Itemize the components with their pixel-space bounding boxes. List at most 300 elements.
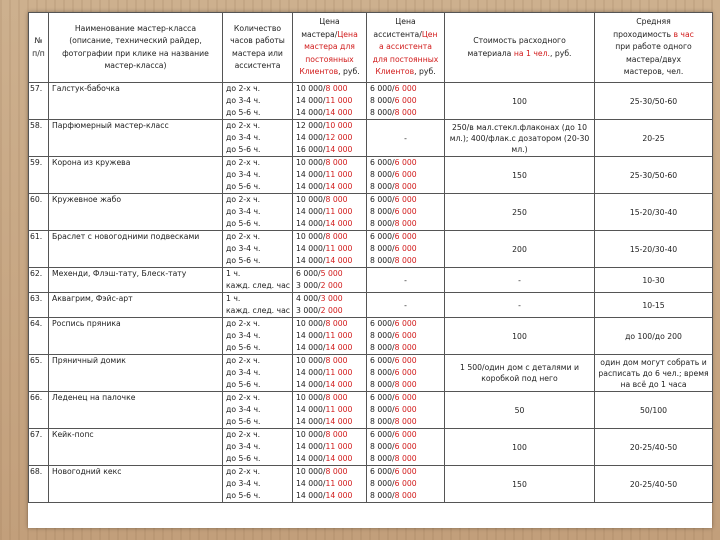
hours-line: до 5-6 ч. xyxy=(226,491,261,500)
price-master-regular-client: 14 000 xyxy=(325,343,353,352)
price-master-cell xyxy=(293,120,367,157)
price-assistant-line xyxy=(370,379,441,391)
price-master-line xyxy=(296,231,363,243)
price-master-line xyxy=(296,416,363,428)
price-master-regular: 14 000/ xyxy=(296,219,326,228)
throughput-cell: 20-25/40-50 xyxy=(595,466,713,503)
price-master-regular-client: 8 000 xyxy=(325,467,348,476)
price-assistant-line xyxy=(370,416,441,428)
row-number: 68. xyxy=(29,466,49,503)
throughput-cell: 10-30 xyxy=(595,268,713,293)
material-cost-cell: 250 xyxy=(445,194,595,231)
price-assistant-regular: 6 000/ xyxy=(370,430,395,439)
price-master-regular-client: 8 000 xyxy=(325,232,348,241)
hours-cell xyxy=(223,466,293,503)
header-name: Наименование мастер-класса (описание, технический райдер, фотографии при клике на название мастер-класса) xyxy=(49,13,223,83)
material-cost-cell: 200 xyxy=(445,231,595,268)
price-assistant-cell: - xyxy=(367,293,445,318)
price-master-regular-client: 14 000 xyxy=(325,108,353,117)
price-master-line xyxy=(296,268,363,280)
price-master-regular-client: 3 000 xyxy=(320,294,343,303)
hours-line: 1 ч. xyxy=(226,269,241,278)
price-master-line xyxy=(296,404,363,416)
hours-line: до 3-4 ч. xyxy=(226,96,261,105)
hours-line: 1 ч. xyxy=(226,294,241,303)
table-row xyxy=(29,120,713,157)
price-assistant-regular-client: 6 000 xyxy=(394,331,417,340)
header-price-assistant: Цена ассистента/Цен а ассистента для постоянных Клиентов, руб. xyxy=(367,13,445,83)
hours-line: до 3-4 ч. xyxy=(226,133,261,142)
hours-line: до 3-4 ч. xyxy=(226,331,261,340)
price-master-regular-client: 5 000 xyxy=(320,269,343,278)
header-material: Стоимость расходного материала на 1 чел., руб. xyxy=(445,13,595,83)
price-assistant-regular-client: 6 000 xyxy=(394,244,417,253)
price-master-regular: 10 000/ xyxy=(296,319,326,328)
price-master-regular-client: 11 000 xyxy=(325,479,353,488)
price-assistant-regular-client: 6 000 xyxy=(394,207,417,216)
price-master-line xyxy=(296,243,363,255)
price-assistant-cell: - xyxy=(367,120,445,157)
price-master-line xyxy=(296,95,363,107)
hours-line: кажд. след. час xyxy=(226,281,291,290)
price-master-regular: 14 000/ xyxy=(296,442,326,451)
material-cost-cell: 250/в мал.стекл.флаконах (до 10 мл.); 400/флак.с дозатором (20-30 мл.) xyxy=(445,120,595,157)
price-master-regular: 10 000/ xyxy=(296,467,326,476)
row-number: 63. xyxy=(29,293,49,318)
throughput-cell: 50/100 xyxy=(595,392,713,429)
price-master-cell xyxy=(293,355,367,392)
hours-line: до 3-4 ч. xyxy=(226,405,261,414)
hours-line: до 5-6 ч. xyxy=(226,182,261,191)
throughput-cell: 15-20/30-40 xyxy=(595,231,713,268)
price-assistant-cell xyxy=(367,157,445,194)
price-master-regular: 14 000/ xyxy=(296,133,326,142)
price-assistant-line xyxy=(370,490,441,502)
hours-line: до 2-х ч. xyxy=(226,356,261,365)
price-master-regular-client: 11 000 xyxy=(325,170,353,179)
hours-line: до 2-х ч. xyxy=(226,467,261,476)
price-master-cell xyxy=(293,466,367,503)
price-master-regular: 14 000/ xyxy=(296,256,326,265)
price-master-regular: 12 000/ xyxy=(296,121,326,130)
hours-line: до 3-4 ч. xyxy=(226,170,261,179)
throughput-cell: 15-20/30-40 xyxy=(595,194,713,231)
hours-line: до 3-4 ч. xyxy=(226,244,261,253)
price-assistant-regular: 6 000/ xyxy=(370,195,395,204)
price-assistant-regular-client: 6 000 xyxy=(394,84,417,93)
price-assistant-line xyxy=(370,231,441,243)
material-cost-cell: 150 xyxy=(445,157,595,194)
price-assistant-regular-client: 6 000 xyxy=(394,170,417,179)
price-master-regular: 14 000/ xyxy=(296,207,326,216)
price-master-line xyxy=(296,342,363,354)
price-assistant-line xyxy=(370,157,441,169)
price-master-cell xyxy=(293,318,367,355)
price-assistant-line xyxy=(370,330,441,342)
price-master-cell xyxy=(293,268,367,293)
price-assistant-regular-client: 8 000 xyxy=(394,219,417,228)
price-master-line xyxy=(296,132,363,144)
price-assistant-regular: 6 000/ xyxy=(370,319,395,328)
masterclass-name-link[interactable]: Кружевное жабо xyxy=(49,194,223,231)
price-master-cell xyxy=(293,231,367,268)
price-assistant-line xyxy=(370,206,441,218)
price-master-regular-client: 8 000 xyxy=(325,319,348,328)
table-body xyxy=(29,83,713,503)
price-master-regular: 14 000/ xyxy=(296,380,326,389)
material-cost-cell: - xyxy=(445,268,595,293)
price-master-regular: 14 000/ xyxy=(296,405,326,414)
price-assistant-regular: 6 000/ xyxy=(370,84,395,93)
price-master-line xyxy=(296,293,363,305)
price-assistant-regular-client: 6 000 xyxy=(394,442,417,451)
price-master-line xyxy=(296,379,363,391)
hours-cell xyxy=(223,355,293,392)
price-assistant-regular-client: 6 000 xyxy=(394,319,417,328)
throughput-cell: 25-30/50-60 xyxy=(595,83,713,120)
masterclass-name-link[interactable]: Браслет с новогодними подвесками xyxy=(49,231,223,268)
price-master-regular-client: 11 000 xyxy=(325,244,353,253)
price-master-regular: 3 000/ xyxy=(296,306,321,315)
material-cost-cell: 100 xyxy=(445,83,595,120)
price-master-line xyxy=(296,144,363,156)
price-assistant-line xyxy=(370,218,441,230)
price-master-line xyxy=(296,367,363,379)
hours-cell xyxy=(223,318,293,355)
throughput-cell: один дом могут собрать и расписать до 6 чел.; время на всё до 1 часа xyxy=(595,355,713,392)
price-assistant-regular: 8 000/ xyxy=(370,219,395,228)
row-number: 60. xyxy=(29,194,49,231)
hours-cell xyxy=(223,268,293,293)
price-assistant-regular-client: 8 000 xyxy=(394,182,417,191)
price-master-regular-client: 11 000 xyxy=(325,207,353,216)
price-master-line xyxy=(296,392,363,404)
price-master-cell xyxy=(293,429,367,466)
price-master-regular: 10 000/ xyxy=(296,84,326,93)
price-master-regular: 10 000/ xyxy=(296,356,326,365)
hours-line: до 3-4 ч. xyxy=(226,207,261,216)
price-master-regular: 14 000/ xyxy=(296,182,326,191)
price-master-regular-client: 8 000 xyxy=(325,84,348,93)
price-assistant-regular-client: 8 000 xyxy=(394,417,417,426)
price-assistant-regular: 8 000/ xyxy=(370,442,395,451)
price-master-regular: 16 000/ xyxy=(296,145,326,154)
table-row xyxy=(29,83,713,120)
masterclass-name-link[interactable]: Пряничный домик xyxy=(49,355,223,392)
price-assistant-line xyxy=(370,404,441,416)
price-assistant-cell xyxy=(367,355,445,392)
price-assistant-cell xyxy=(367,318,445,355)
price-assistant-cell xyxy=(367,392,445,429)
price-assistant-regular: 8 000/ xyxy=(370,108,395,117)
price-assistant-regular-client: 6 000 xyxy=(394,158,417,167)
price-master-line xyxy=(296,120,363,132)
material-cost-cell: 150 xyxy=(445,466,595,503)
hours-line: до 3-4 ч. xyxy=(226,479,261,488)
price-master-regular-client: 14 000 xyxy=(325,145,353,154)
price-assistant-line xyxy=(370,453,441,465)
price-master-regular-client: 8 000 xyxy=(325,195,348,204)
material-cost-cell: 100 xyxy=(445,318,595,355)
price-master-regular-client: 11 000 xyxy=(325,442,353,451)
price-master-regular-client: 12 000 xyxy=(325,133,353,142)
table-row xyxy=(29,318,713,355)
price-assistant-regular-client: 8 000 xyxy=(394,491,417,500)
price-assistant-regular: 8 000/ xyxy=(370,405,395,414)
price-master-line xyxy=(296,330,363,342)
price-assistant-regular-client: 6 000 xyxy=(394,479,417,488)
row-number: 62. xyxy=(29,268,49,293)
price-assistant-regular: 6 000/ xyxy=(370,393,395,402)
price-master-regular-client: 2 000 xyxy=(320,306,343,315)
price-assistant-line xyxy=(370,243,441,255)
price-assistant-line xyxy=(370,441,441,453)
price-assistant-regular-client: 6 000 xyxy=(394,405,417,414)
price-master-regular: 10 000/ xyxy=(296,232,326,241)
price-assistant-regular: 6 000/ xyxy=(370,158,395,167)
price-assistant-line xyxy=(370,194,441,206)
price-master-line xyxy=(296,453,363,465)
row-number: 64. xyxy=(29,318,49,355)
hours-line: кажд. след. час xyxy=(226,306,291,315)
price-assistant-regular-client: 8 000 xyxy=(394,454,417,463)
header-price-master: Цена мастера/Цена мастера для постоянных Клиентов, руб. xyxy=(293,13,367,83)
price-assistant-line xyxy=(370,255,441,267)
throughput-cell: 20-25 xyxy=(595,120,713,157)
price-master-regular-client: 11 000 xyxy=(325,405,353,414)
price-assistant-regular-client: 6 000 xyxy=(394,356,417,365)
table-row xyxy=(29,355,713,392)
price-master-regular: 14 000/ xyxy=(296,479,326,488)
hours-line: до 2-х ч. xyxy=(226,319,261,328)
hours-line: до 2-х ч. xyxy=(226,430,261,439)
price-master-regular: 14 000/ xyxy=(296,417,326,426)
header-num: № п/п xyxy=(29,13,49,83)
price-assistant-regular: 8 000/ xyxy=(370,380,395,389)
price-master-line xyxy=(296,429,363,441)
price-assistant-cell xyxy=(367,429,445,466)
hours-line: до 5-6 ч. xyxy=(226,256,261,265)
masterclass-name-link[interactable]: Роспись пряника xyxy=(49,318,223,355)
price-assistant-line xyxy=(370,318,441,330)
price-assistant-regular-client: 8 000 xyxy=(394,380,417,389)
price-assistant-regular-client: 8 000 xyxy=(394,256,417,265)
price-master-cell xyxy=(293,194,367,231)
price-assistant-regular-client: 6 000 xyxy=(394,393,417,402)
row-number: 58. xyxy=(29,120,49,157)
price-master-regular: 14 000/ xyxy=(296,454,326,463)
price-assistant-regular: 8 000/ xyxy=(370,479,395,488)
price-assistant-regular-client: 8 000 xyxy=(394,108,417,117)
price-master-regular-client: 11 000 xyxy=(325,96,353,105)
price-master-regular: 3 000/ xyxy=(296,281,321,290)
price-master-regular-client: 11 000 xyxy=(325,331,353,340)
hours-line: до 3-4 ч. xyxy=(226,368,261,377)
hours-line: до 5-6 ч. xyxy=(226,380,261,389)
price-master-regular: 4 000/ xyxy=(296,294,321,303)
masterclass-name-link[interactable]: Парфюмерный мастер-класс xyxy=(49,120,223,157)
price-assistant-line xyxy=(370,169,441,181)
hours-cell xyxy=(223,120,293,157)
hours-line: до 2-х ч. xyxy=(226,232,261,241)
price-master-regular-client: 11 000 xyxy=(325,368,353,377)
price-master-line xyxy=(296,355,363,367)
material-cost-cell: 1 500/один дом с деталями и коробкой под него xyxy=(445,355,595,392)
hours-line: до 2-х ч. xyxy=(226,121,261,130)
hours-line: до 2-х ч. xyxy=(226,158,261,167)
price-list-sheet xyxy=(28,12,712,528)
price-master-line xyxy=(296,318,363,330)
price-master-line xyxy=(296,280,363,292)
price-master-cell xyxy=(293,392,367,429)
price-master-regular-client: 8 000 xyxy=(325,158,348,167)
price-assistant-regular: 8 000/ xyxy=(370,454,395,463)
price-assistant-regular: 6 000/ xyxy=(370,467,395,476)
price-assistant-regular-client: 6 000 xyxy=(394,368,417,377)
price-master-line xyxy=(296,490,363,502)
row-number: 67. xyxy=(29,429,49,466)
table-row xyxy=(29,157,713,194)
throughput-cell: 25-30/50-60 xyxy=(595,157,713,194)
price-assistant-regular: 8 000/ xyxy=(370,343,395,352)
price-master-regular: 10 000/ xyxy=(296,393,326,402)
throughput-cell: 10-15 xyxy=(595,293,713,318)
price-master-regular: 10 000/ xyxy=(296,430,326,439)
price-master-regular: 14 000/ xyxy=(296,331,326,340)
price-master-regular: 10 000/ xyxy=(296,158,326,167)
price-master-regular-client: 14 000 xyxy=(325,454,353,463)
price-assistant-regular-client: 6 000 xyxy=(394,195,417,204)
hours-cell xyxy=(223,392,293,429)
material-cost-cell: 100 xyxy=(445,429,595,466)
price-assistant-regular: 8 000/ xyxy=(370,207,395,216)
price-master-regular-client: 14 000 xyxy=(325,182,353,191)
price-assistant-line xyxy=(370,83,441,95)
price-assistant-line xyxy=(370,466,441,478)
hours-line: до 2-х ч. xyxy=(226,393,261,402)
price-master-regular-client: 14 000 xyxy=(325,219,353,228)
price-assistant-cell xyxy=(367,231,445,268)
price-master-regular-client: 14 000 xyxy=(325,256,353,265)
price-assistant-regular-client: 6 000 xyxy=(394,232,417,241)
hours-line: до 3-4 ч. xyxy=(226,442,261,451)
row-number: 61. xyxy=(29,231,49,268)
price-master-line xyxy=(296,107,363,119)
hours-line: до 5-6 ч. xyxy=(226,454,261,463)
price-table xyxy=(28,12,713,503)
price-assistant-cell xyxy=(367,83,445,120)
price-assistant-cell xyxy=(367,466,445,503)
row-number: 66. xyxy=(29,392,49,429)
masterclass-name-link[interactable]: Мехенди, Флэш-тату, Блеск-тату xyxy=(49,268,223,293)
hours-line: до 5-6 ч. xyxy=(226,219,261,228)
price-master-regular: 14 000/ xyxy=(296,170,326,179)
price-assistant-regular: 8 000/ xyxy=(370,182,395,191)
table-row xyxy=(29,293,713,318)
price-master-regular: 10 000/ xyxy=(296,195,326,204)
price-assistant-regular-client: 6 000 xyxy=(394,96,417,105)
price-master-line xyxy=(296,441,363,453)
masterclass-name-link[interactable]: Галстук-бабочка xyxy=(49,83,223,120)
price-assistant-regular: 8 000/ xyxy=(370,96,395,105)
hours-line: до 5-6 ч. xyxy=(226,145,261,154)
table-row xyxy=(29,392,713,429)
price-master-regular: 14 000/ xyxy=(296,108,326,117)
hours-line: до 2-х ч. xyxy=(226,195,261,204)
masterclass-name-link[interactable]: Новогодний кекс xyxy=(49,466,223,503)
masterclass-name-link[interactable]: Корона из кружева xyxy=(49,157,223,194)
price-master-regular-client: 14 000 xyxy=(325,491,353,500)
price-assistant-regular-client: 6 000 xyxy=(394,430,417,439)
price-assistant-line xyxy=(370,95,441,107)
material-cost-cell: - xyxy=(445,293,595,318)
hours-cell xyxy=(223,194,293,231)
price-assistant-cell xyxy=(367,194,445,231)
hours-cell xyxy=(223,429,293,466)
masterclass-name-link[interactable]: Кейк-попс xyxy=(49,429,223,466)
price-assistant-regular-client: 6 000 xyxy=(394,467,417,476)
price-master-cell xyxy=(293,83,367,120)
price-assistant-line xyxy=(370,342,441,354)
hours-line: до 5-6 ч. xyxy=(226,417,261,426)
price-assistant-regular: 8 000/ xyxy=(370,244,395,253)
price-master-regular: 14 000/ xyxy=(296,343,326,352)
price-assistant-regular: 8 000/ xyxy=(370,417,395,426)
price-master-line xyxy=(296,305,363,317)
throughput-cell: 20-25/40-50 xyxy=(595,429,713,466)
price-master-regular: 14 000/ xyxy=(296,491,326,500)
hours-cell xyxy=(223,293,293,318)
price-master-regular: 14 000/ xyxy=(296,244,326,253)
price-master-line xyxy=(296,83,363,95)
price-master-regular-client: 14 000 xyxy=(325,380,353,389)
table-row xyxy=(29,268,713,293)
price-assistant-line xyxy=(370,367,441,379)
price-master-line xyxy=(296,466,363,478)
row-number: 65. xyxy=(29,355,49,392)
hours-line: до 5-6 ч. xyxy=(226,343,261,352)
table-row xyxy=(29,429,713,466)
price-assistant-regular-client: 8 000 xyxy=(394,343,417,352)
price-assistant-regular: 6 000/ xyxy=(370,232,395,241)
price-master-line xyxy=(296,194,363,206)
price-assistant-regular: 8 000/ xyxy=(370,368,395,377)
hours-line: до 2-х ч. xyxy=(226,84,261,93)
price-assistant-line xyxy=(370,181,441,193)
price-master-cell xyxy=(293,293,367,318)
price-master-regular-client: 8 000 xyxy=(325,356,348,365)
hours-cell xyxy=(223,83,293,120)
price-master-regular-client: 2 000 xyxy=(320,281,343,290)
price-master-regular-client: 10 000 xyxy=(325,121,353,130)
table-row xyxy=(29,466,713,503)
hours-line: до 5-6 ч. xyxy=(226,108,261,117)
price-master-regular-client: 8 000 xyxy=(325,393,348,402)
masterclass-name-link[interactable]: Леденец на палочке xyxy=(49,392,223,429)
price-master-regular-client: 14 000 xyxy=(325,417,353,426)
masterclass-name-link[interactable]: Аквагрим, Фэйс-арт xyxy=(49,293,223,318)
price-assistant-regular: 8 000/ xyxy=(370,256,395,265)
price-master-line xyxy=(296,478,363,490)
price-master-cell xyxy=(293,157,367,194)
header-row xyxy=(29,13,713,83)
price-assistant-line xyxy=(370,429,441,441)
price-master-regular: 14 000/ xyxy=(296,96,326,105)
hours-cell xyxy=(223,157,293,194)
table-row xyxy=(29,194,713,231)
row-number: 57. xyxy=(29,83,49,120)
header-throughput: Средняя проходимость в час при работе одного мастера/двух мастеров, чел. xyxy=(595,13,713,83)
